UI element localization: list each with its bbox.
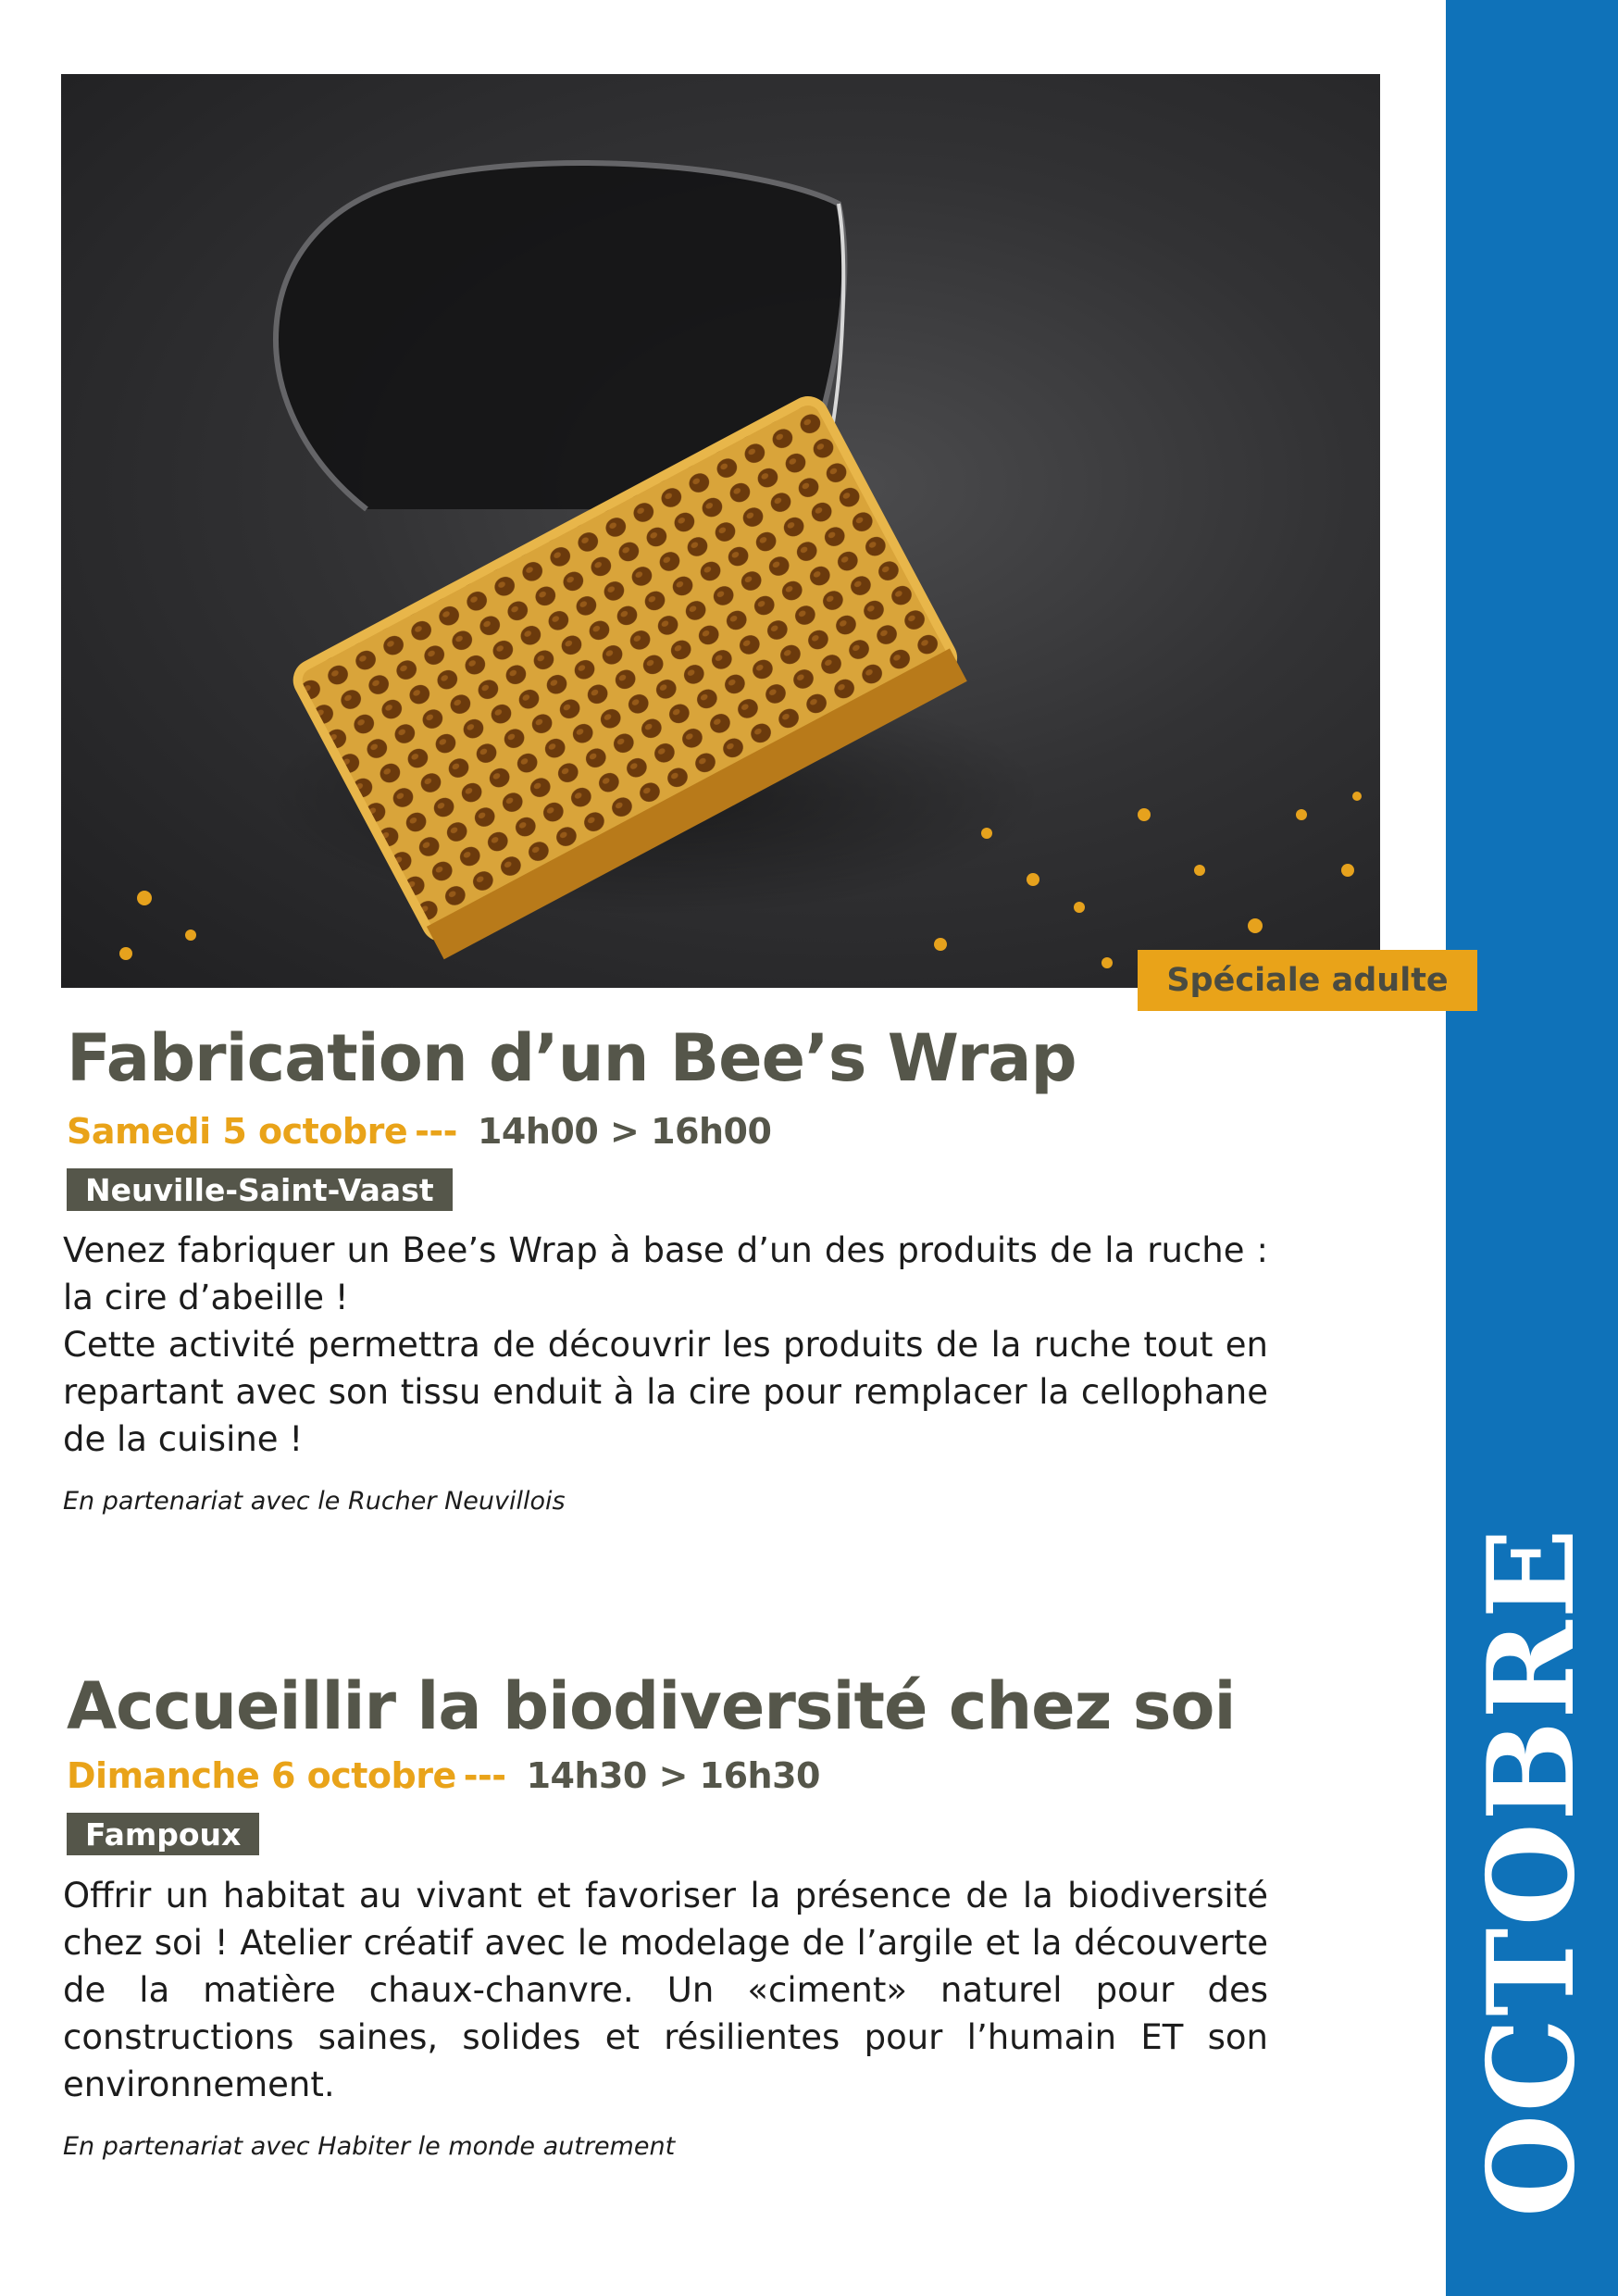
description-paragraph: Cette activité permettra de découvrir les produits de la ruche tout en repartant avec son tissu enduit à la cire pour remplacer la cellophane de la cuisine ! <box>63 1325 1268 1459</box>
event-description <box>63 1872 1268 2108</box>
month-label: OCTOBRE <box>1462 1526 1601 2218</box>
event-description <box>63 1227 1268 1463</box>
honeycomb-photo <box>61 74 1380 988</box>
event-partner: En partenariat avec Habiter le monde autrement <box>63 2132 676 2161</box>
event-time: 14h00 > 16h00 <box>477 1111 772 1152</box>
event-place-tag: Fampoux <box>67 1813 259 1855</box>
event-date-line <box>67 1755 820 1796</box>
description-paragraph: Venez fabriquer un Bee’s Wrap à base d’un des produits de la ruche : la cire d’abeille ! <box>63 1230 1268 1317</box>
event-partner: En partenariat avec le Rucher Neuvillois <box>63 1487 566 1516</box>
audience-badge: Spéciale adulte <box>1138 950 1477 1011</box>
event-time: 14h30 > 16h30 <box>526 1755 820 1796</box>
description-paragraph: Offrir un habitat au vivant et favoriser la présence de la biodiversité chez soi ! Atelier créatif avec le modelage de l’argile et la découverte de la matière chaux-chanvre. Un «ciment» naturel pour des constructions saines, solides et résilientes pour l’humain ET son environnement. <box>63 1876 1268 2104</box>
event-date-line <box>67 1111 772 1152</box>
event-title: Accueillir la biodiversité chez soi <box>67 1668 1236 1744</box>
date-separator: --- <box>463 1755 506 1796</box>
event-title: Fabrication d’un Bee’s Wrap <box>67 1020 1077 1096</box>
event-place-tag: Neuville-Saint-Vaast <box>67 1168 453 1211</box>
event-day: Samedi 5 octobre <box>67 1111 408 1152</box>
date-separator: --- <box>415 1111 457 1152</box>
event-day: Dimanche 6 octobre <box>67 1755 456 1796</box>
